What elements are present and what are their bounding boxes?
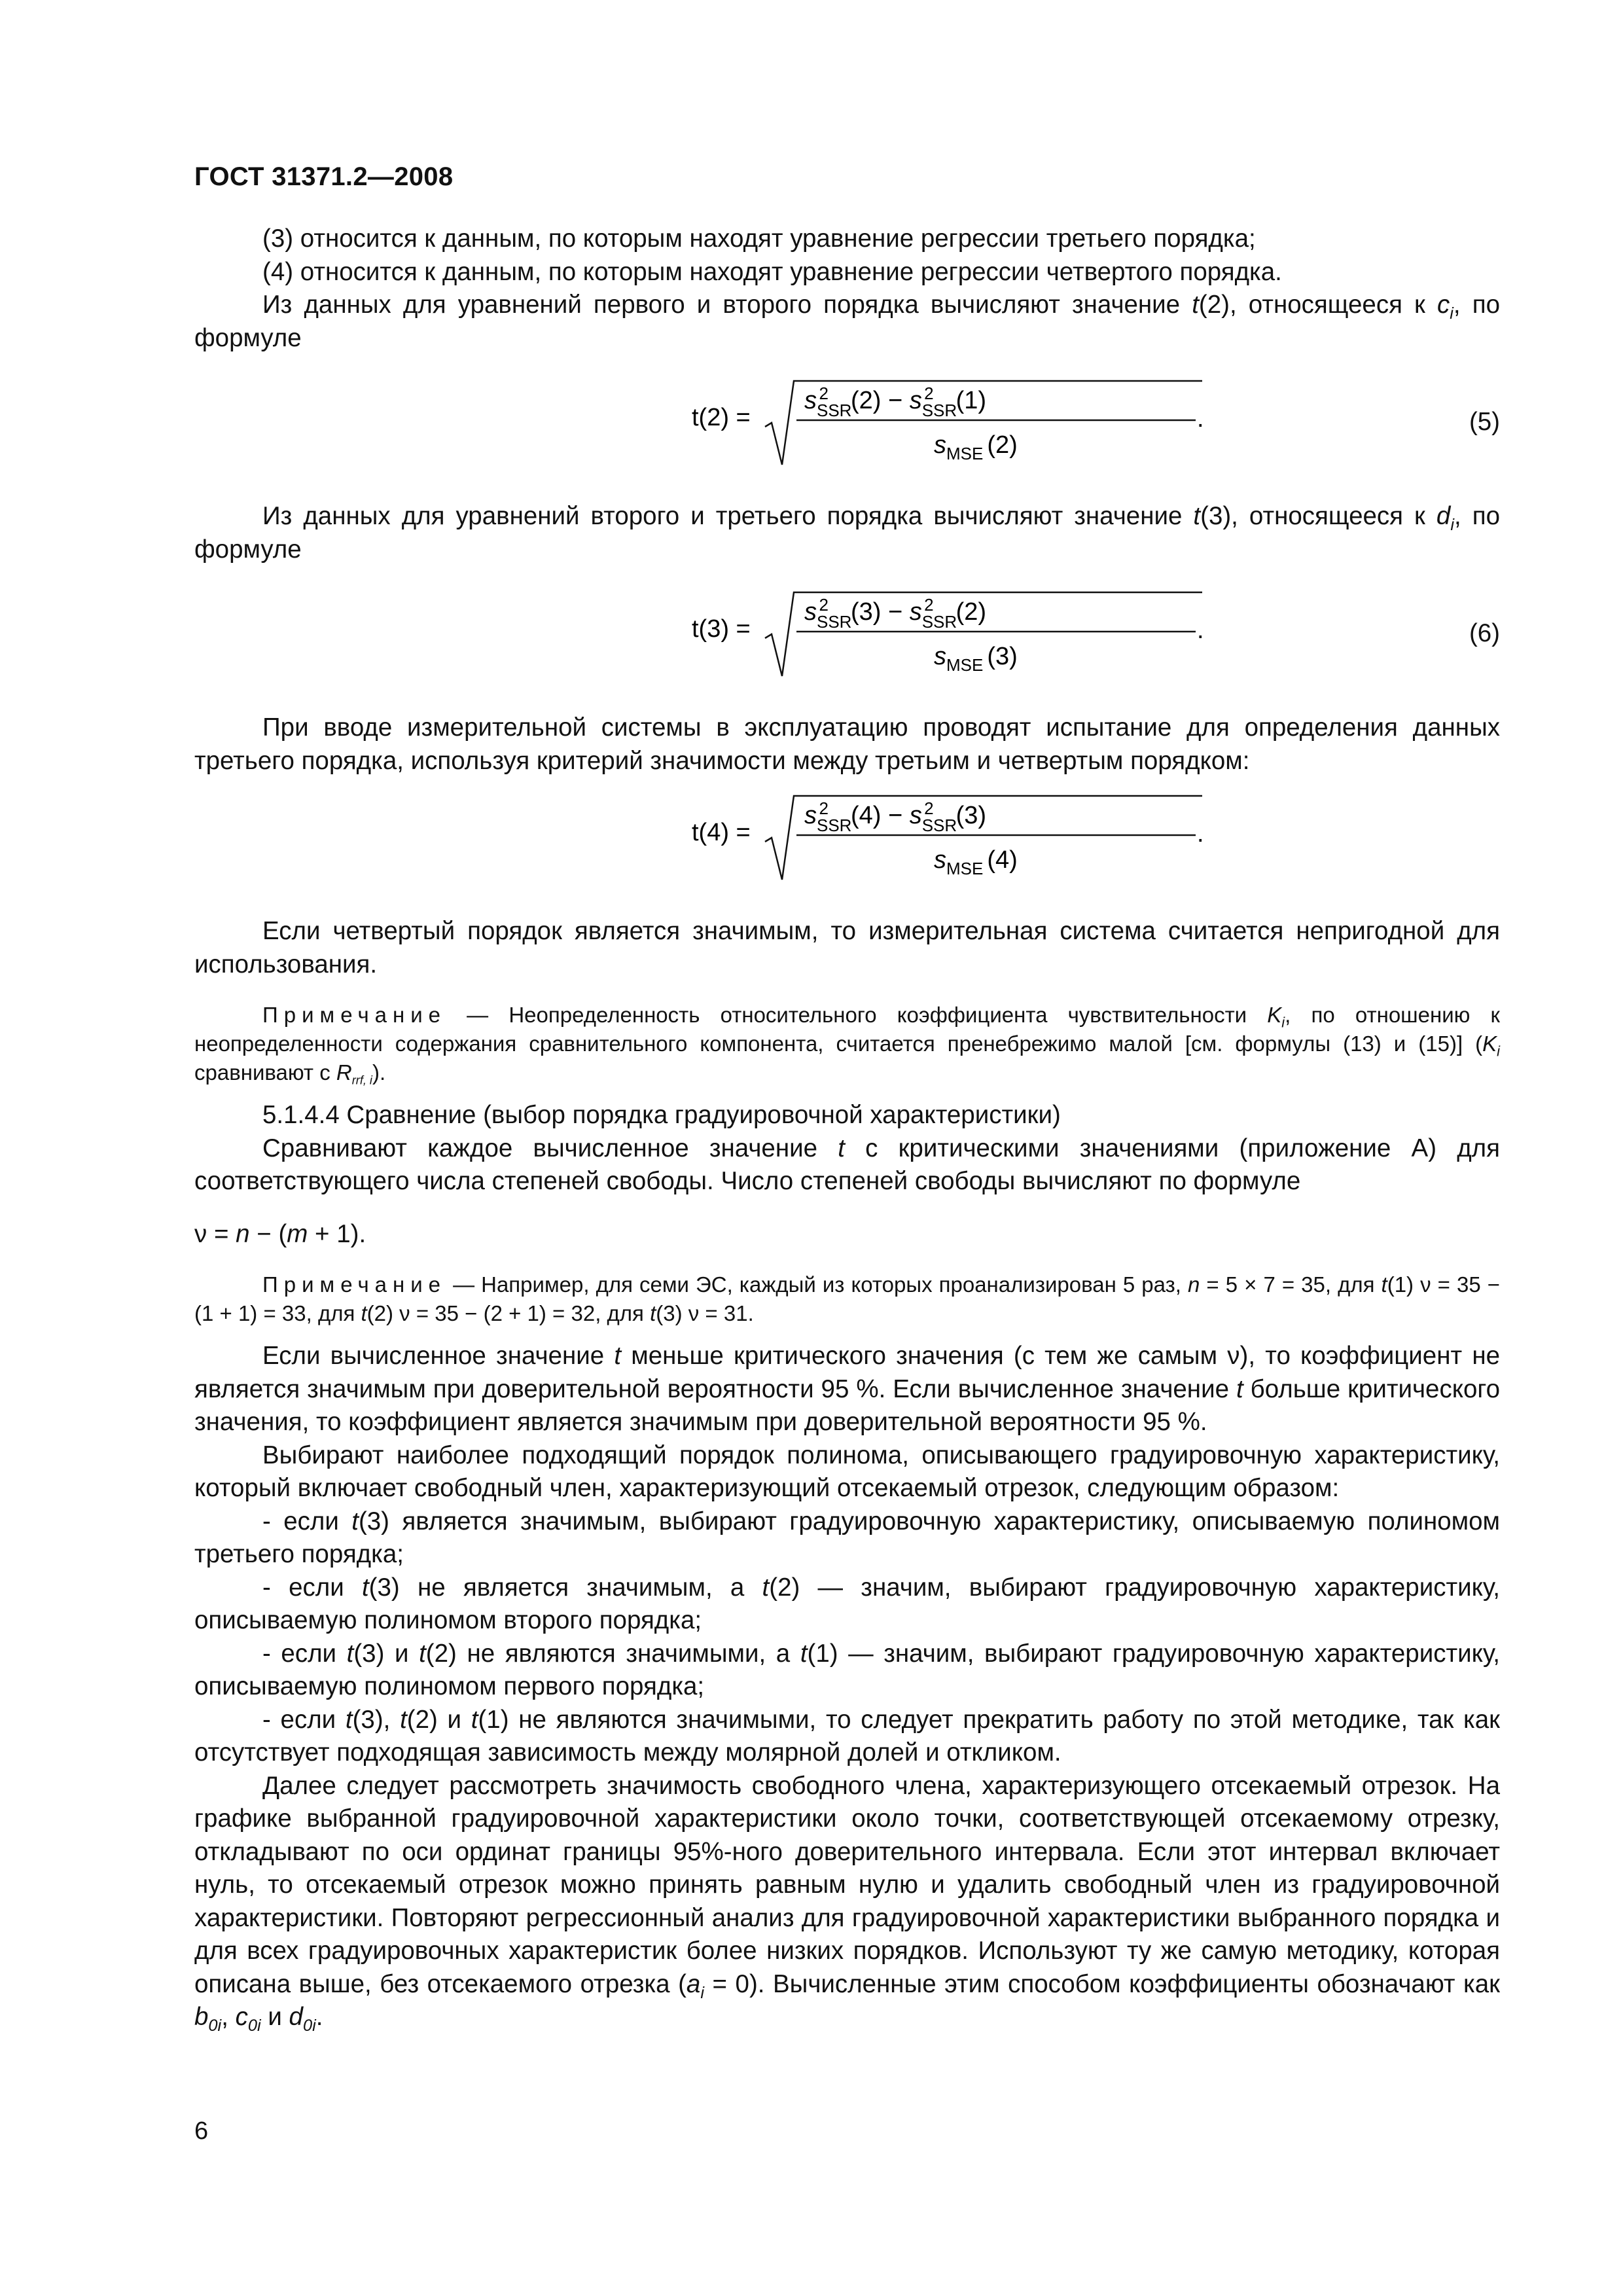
text-run: (3), относящееся к <box>1200 502 1436 530</box>
text-run: — Неопределенность относительного коэффициента чувствительности <box>446 1003 1268 1027</box>
subscript-i: i <box>1497 1043 1500 1060</box>
text-run: Из данных для уравнений второго и третьего порядка вычисляют значение <box>262 502 1194 530</box>
subscript-rrf-i: rrf, i <box>351 1073 372 1087</box>
symbol-m: m <box>287 1219 308 1248</box>
formula-lhs: t(2) = <box>692 404 751 431</box>
formula-6-graphic <box>692 588 1215 680</box>
formula-t4-graphic <box>692 792 1215 884</box>
denominator: $s_{MSE}$ (4) <box>934 846 1018 878</box>
text-run: ). <box>372 1060 386 1085</box>
symbol-t: t <box>346 1639 354 1668</box>
formula-5-graphic <box>692 377 1215 469</box>
paragraph-significance <box>194 1340 1500 1439</box>
symbol-t: t <box>419 1639 426 1668</box>
numerator: $s_{SSR}2$ $(2) - s_{SSR}2$ (1) <box>804 384 987 420</box>
text-run: с критическими значениями (приложение А) для соответствующего числа степеней свободы. Число степеней свободы вычисляют по формуле <box>194 1134 1500 1195</box>
equation-number: (6) <box>1469 619 1500 647</box>
text-run: Далее следует рассмотреть значимость свободного члена, характеризующего отсекаемый отрезок. На графике выбранной градуировочной характеристики около точки, соответствующей отсекаемому отрезку, откладывают по оси ординат границы 95%-ного доверительного интервала. Если этот интервал включает нуль, то отсекаемый отрезок можно принять равным нулю и удалить свободный член из градуировочной характеристики. Повторяют регрессионный анализ для градуировочной характеристики выбранного порядка и для всех градуировочных характеристик более низких порядков. Используют ту же самую методику, которая описана выше, без отсекаемого отрезка ( <box>194 1771 1500 1998</box>
text-run: и <box>260 2003 289 2031</box>
symbol-t: t <box>1192 291 1199 319</box>
text-run: (3) является значимым, выбирают градуировочную характеристику, описываемую полиномом третьего порядка; <box>194 1507 1500 1568</box>
bullet-third-order <box>194 1505 1500 1571</box>
paragraph-compare <box>194 1132 1500 1198</box>
paragraph-order-3: (3) относится к данным, по которым находят уравнение регрессии третьего порядка; <box>262 224 1256 253</box>
text-run: (1) не являются значимыми, то следует прекратить работу по этой методике, так как отсутствует подходящая зависимость между молярной долей и откликом. <box>194 1705 1501 1767</box>
symbol-n: n <box>1187 1272 1200 1297</box>
period: . <box>1197 405 1204 433</box>
subscript-i: i <box>1450 304 1454 323</box>
text-run: = 0). Вычисленные этим способом коэффициенты обозначают как <box>704 1969 1500 1998</box>
symbol-t: t <box>800 1639 808 1668</box>
note-label: Примечание <box>262 1272 447 1297</box>
text-run: — Например, для семи ЭС, каждый из которых проанализирован 5 раз, <box>446 1272 1188 1297</box>
text-run: - если <box>262 1705 346 1734</box>
text-run: (2) не являются значимыми, а <box>425 1639 800 1668</box>
symbol-c: c <box>235 2003 248 2031</box>
subscript-i: i <box>1281 1014 1285 1031</box>
text-run: Если вычисленное значение <box>262 1342 615 1370</box>
text-run: Сравнивают каждое вычисленное значение <box>262 1134 838 1162</box>
page-number: 6 <box>194 2117 209 2145</box>
formula-lhs: t(3) = <box>692 615 751 643</box>
text-run: (1) — значим, выбирают градуировочную характеристику, описываемую полиномом первого порядка; <box>194 1639 1500 1700</box>
text-run: = 5 × 7 = 35, для <box>1200 1272 1382 1297</box>
text-run: , по отношению к неопределенности содержания сравнительного компонента, считается пренебрежимо малой [см. формулы (13) и (15)] ( <box>194 1003 1500 1056</box>
equation-number: (5) <box>1469 408 1500 436</box>
text-run: (2) — значим, выбирают градуировочную характеристику, описываемую полиномом второго порядка; <box>194 1573 1500 1634</box>
paragraph-fourth-order: Если четвертый порядок является значимым, то измерительная система считается непригодной для использования. <box>194 917 1500 978</box>
symbol-t: t <box>1381 1272 1387 1297</box>
symbol-d: d <box>1436 502 1451 530</box>
symbol-t: t <box>614 1342 622 1370</box>
paragraph-choose-order: Выбирают наиболее подходящий порядок полинома, описывающего градуировочную характеристику, который включает свободный член, характеризующий отсекаемый отрезок, следующим образом: <box>194 1441 1500 1502</box>
symbol-t: t <box>838 1134 845 1162</box>
formula-nu <box>194 1218 1500 1251</box>
denominator: $s_{MSE}$ (2) <box>934 431 1018 463</box>
symbol-a: a <box>686 1969 701 1998</box>
symbol-t: t <box>1193 502 1201 530</box>
formula-6 <box>194 586 1500 685</box>
page-body <box>194 223 1500 2034</box>
formula-t4 <box>194 789 1500 889</box>
symbol-b: b <box>194 2003 209 2031</box>
bullet-first-order <box>194 1638 1500 1704</box>
numerator: $s_{SSR}2$ $(3) - s_{SSR}2$ (2) <box>804 595 987 632</box>
bullet-none-significant <box>194 1704 1500 1770</box>
text-run: - если <box>262 1507 352 1535</box>
subscript-0i: 0i <box>208 2016 222 2035</box>
text-run: ν = <box>194 1219 236 1248</box>
symbol-t: t <box>650 1301 656 1325</box>
symbol-t: t <box>471 1705 478 1734</box>
note-1 <box>194 1001 1500 1087</box>
text-run: меньше критического значения (с тем же самым ν), то коэффициент не является значимым при доверительной вероятности 95 %. Если вычисленное значение <box>194 1342 1500 1403</box>
subscript-i: i <box>1450 515 1454 534</box>
symbol-K: K <box>1482 1031 1497 1056</box>
formula-lhs: t(4) = <box>692 819 751 846</box>
symbol-t: t <box>361 1301 367 1325</box>
note-label: Примечание <box>262 1003 447 1027</box>
text-run: (2), относящееся к <box>1198 291 1438 319</box>
section-heading-5-1-4-4: 5.1.4.4 Сравнение (выбор порядка градуировочной характеристики) <box>262 1101 1061 1129</box>
symbol-t: t <box>762 1573 770 1602</box>
text-run: (3) и <box>353 1639 419 1668</box>
text-run: . <box>315 2003 323 2031</box>
denominator: $s_{MSE}$ (3) <box>934 643 1018 675</box>
symbol-t: t <box>351 1507 359 1535</box>
text-run: , по формуле <box>194 291 1500 352</box>
text-run: , <box>221 2003 236 2031</box>
symbol-c: c <box>1437 291 1450 319</box>
paragraph-commissioning: При вводе измерительной системы в эксплуатацию проводят испытание для определения данных третьего порядка, используя критерий значимости между третьим и четвертым порядком: <box>194 713 1500 775</box>
text-run: , по формуле <box>194 502 1500 564</box>
text-run: Из данных для уравнений первого и второго порядка вычисляют значение <box>262 291 1192 319</box>
paragraph-order-4: (4) относится к данным, по которым находят уравнение регрессии четвертого порядка. <box>262 257 1282 286</box>
formula-5 <box>194 374 1500 474</box>
symbol-t: t <box>1236 1374 1243 1403</box>
subscript-0i: 0i <box>302 2016 316 2035</box>
text-run: (2) ν = 35 − (2 + 1) = 32, для <box>366 1301 651 1325</box>
text-run: (3) не является значимым, а <box>368 1573 762 1602</box>
paragraph-intro-t2 <box>194 289 1500 355</box>
text-run: - если <box>262 1573 362 1602</box>
text-run: + 1). <box>308 1219 366 1248</box>
numerator: $s_{SSR}2$ $(4) - s_{SSR}2$ (3) <box>804 798 987 835</box>
paragraph-intro-t3 <box>194 500 1500 566</box>
symbol-K: K <box>1267 1003 1282 1027</box>
subscript-0i: 0i <box>247 2016 261 2035</box>
bullet-second-order <box>194 1571 1500 1638</box>
text-run: (3) ν = 31. <box>656 1301 754 1325</box>
text-run: (3), <box>352 1705 401 1734</box>
symbol-t: t <box>345 1705 353 1734</box>
subscript-i: i <box>700 1983 704 2002</box>
symbol-t: t <box>400 1705 407 1734</box>
symbol-n: n <box>236 1219 250 1248</box>
text-run: (2) и <box>406 1705 471 1734</box>
document-code-header: ГОСТ 31371.2—2008 <box>194 162 454 191</box>
symbol-R: R <box>336 1060 352 1085</box>
text-run: сравнивают с <box>194 1060 336 1085</box>
symbol-d: d <box>289 2003 303 2031</box>
text-run: − ( <box>249 1219 287 1248</box>
text-run: - если <box>262 1639 347 1668</box>
period: . <box>1197 617 1204 644</box>
text-run: больше критического значения, то коэффициент является значимым при доверительной вероятности 95 %. <box>194 1374 1501 1436</box>
text-run: (1) ν = 35 − (1 + 1) = 33, для <box>194 1272 1501 1325</box>
paragraph-intercept <box>194 1770 1500 2034</box>
note-2 <box>194 1270 1500 1328</box>
period: . <box>1197 820 1204 848</box>
symbol-t: t <box>361 1573 369 1602</box>
